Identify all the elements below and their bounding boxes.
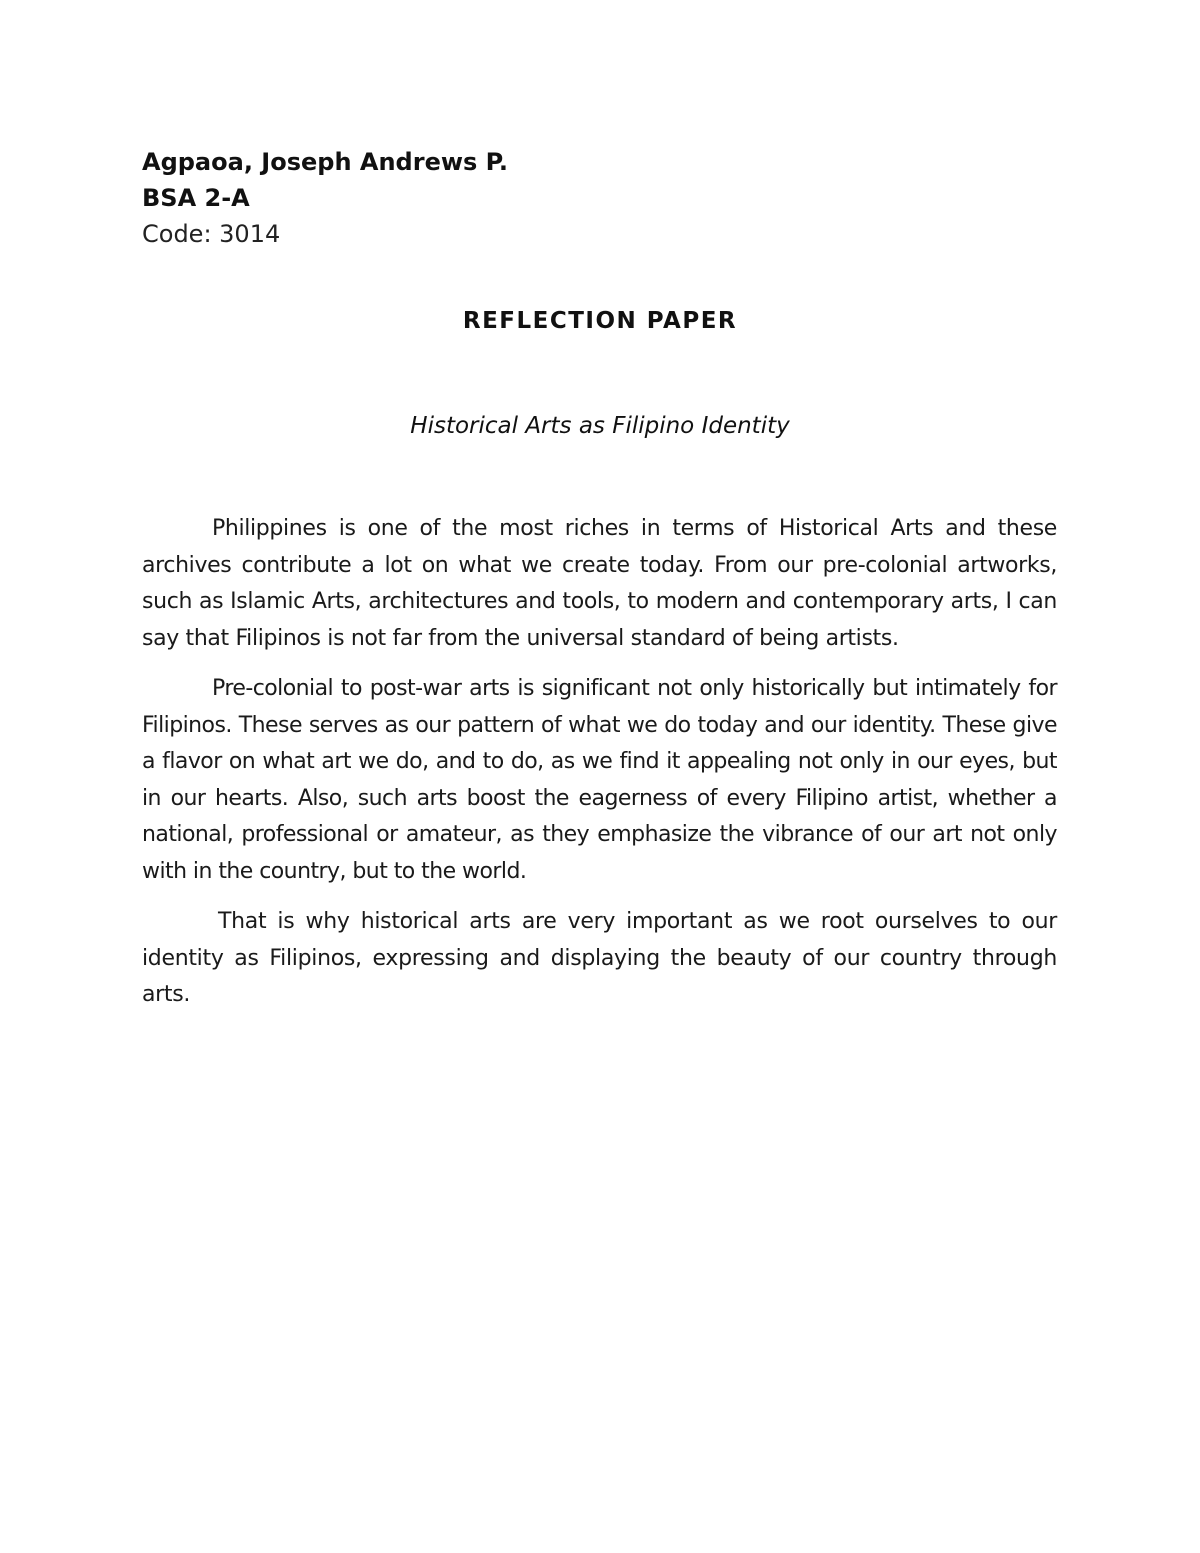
paragraph-3: That is why historical arts are very important as we root ourselves to our identity as Filipinos, expressing and displaying the beauty of our country through arts.: [142, 909, 1057, 1007]
author-header: [142, 144, 842, 252]
course-code: Code: 3014: [142, 220, 281, 248]
course-section: BSA 2-A: [142, 184, 250, 212]
page-title: REFLECTION PAPER: [462, 308, 738, 334]
author-name: Agpaoa, Joseph Andrews P.: [142, 148, 508, 176]
paragraph-1: Philippines is one of the most riches in terms of Historical Arts and these archives contribute a lot on what we create today. From our pre-colonial artworks, such as Islamic Arts, architectures and tools, to modern and contemporary arts, I can say that Filipinos is not far from the universal standard of being artists.: [142, 516, 1057, 651]
body-text: [142, 511, 1057, 1028]
paper-subtitle: Historical Arts as Filipino Identity: [410, 413, 790, 439]
paragraph-2: Pre-colonial to post-war arts is significant not only historically but intimately for Filipinos. These serves as our pattern of what we do today and our identity. These give a flavor on what art we do, and to do, as we find it appealing not only in our eyes, but in our hearts. Also, such arts boost the eagerness of every Filipino artist, whether a national, professional or amateur, as they emphasize the vibrance of our art not only with in the country, but to the world.: [142, 676, 1057, 884]
